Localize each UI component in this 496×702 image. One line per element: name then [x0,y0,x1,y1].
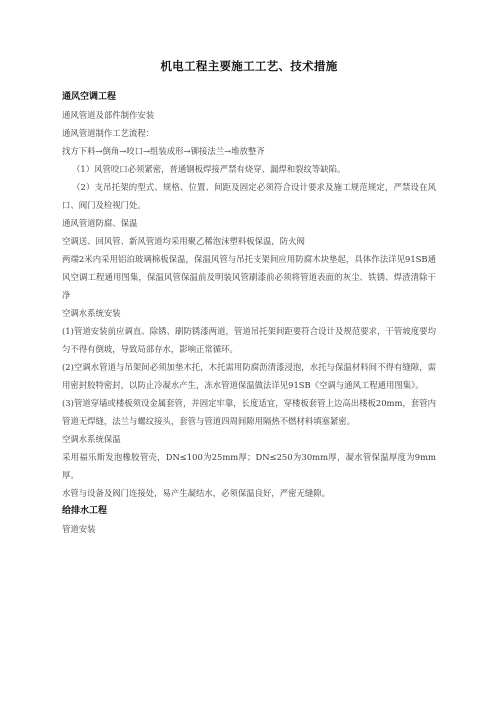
section-heading-hvac: 通风空调工程 [62,92,117,102]
paragraph: 找方下料→倒角→咬口→组装成形→铆接法兰→堆放整齐 [62,146,265,156]
paragraph: 通风管道及部件制作安装 [62,110,155,120]
paragraph: (3)管道穿墙或楼板须设金属套管，并固定牢靠，长度适宜，穿楼板套管上边高出楼板20mm，套管内管道无焊缝，法兰与螺纹接头，套管与管道四周间隙用隔热不燃材料填塞紧密。 [62,398,436,426]
paragraph: 空调水系统安装 [62,308,121,318]
paragraph: (2)空调水管道与吊架间必须加垫木托，木托需用防腐沥清漆浸泡，水托与保温材料间不得有缝隙，需用密封胶特密封，以防止冷凝水产生，冻水管道保温做法详见91SB《空调与通风工程通用图集》。 [62,362,436,390]
section-heading-plumbing: 给排水工程 [62,506,108,516]
paragraph: (1)管道安装前应调直、除锈、刷防锈漆两道，管道吊托架间距要符合设计及规范要求，干管坡度要均匀不得有倒坡，导致局部存水，影响正常循环。 [62,326,436,354]
paragraph: 采用福乐斯发泡橡胶管壳，DN≤100为25mm厚；DN≤250为30mm厚，凝水管保温厚度为9mm厚。 [62,452,436,480]
paragraph: 空调送、回风管、新风管道均采用聚乙稀泡沫塑料板保温，防火阀 [62,236,305,246]
paragraph: （2）支吊托架的型式、规格、位置、间距及固定必须符合设计要求及施工规范规定，严禁设在风口、阀门及检视门处。 [62,182,436,210]
paragraph: 水管与设备及阀门连接处，易产生凝结水，必须保温良好，严密无缝隙。 [62,488,330,498]
paragraph: 通风管道制作工艺流程： [62,128,155,138]
paragraph: 管道安装 [62,524,96,534]
paragraph: 两端2米内采用铝泊玻璃棉板保温，保温风管与吊托支架间应用防腐木块垫起，具体作法详见91SB通风空调工程通用图集，保温风管保温前及明装风管刷漆前必须将管道表面的灰尘、铁锈、焊渣清除干净 [62,254,436,300]
paragraph: （1）风管咬口必须紧密，普通钢板焊接严禁有烧穿、漏焊和裂纹等缺陷。 [72,164,346,174]
paragraph: 空调水系统保温 [62,434,121,444]
paragraph: 通风管道防腐、保温 [62,218,138,228]
page-title: 机电工程主要施工工艺、技术措施 [160,59,338,73]
